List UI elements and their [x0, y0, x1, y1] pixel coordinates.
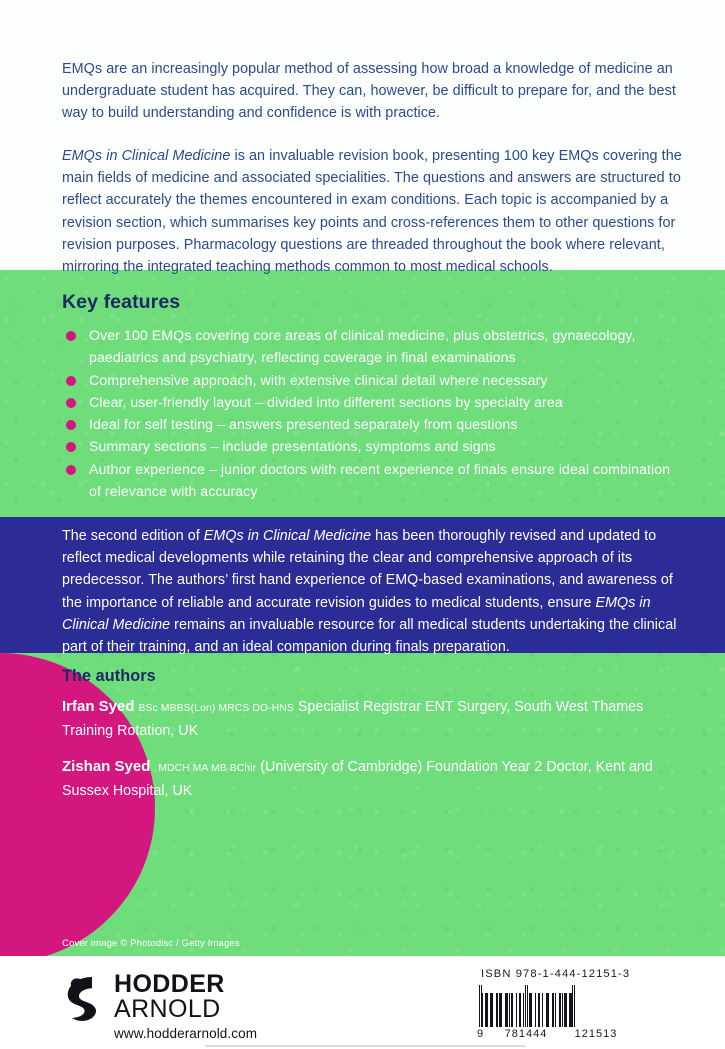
author-entry: [62, 756, 682, 802]
cover-image-credit: Cover image © Photodisc / Getty Images: [62, 938, 240, 949]
second-edition-part-1: The second edition of: [62, 528, 204, 544]
blurb-paragraph-1: EMQs are an increasingly popular method of assessing how broad a knowledge of medicine an undergraduate student has acquired. They can, however, be difficult to prepare for, and the best way to build understanding and confidence is with practice.: [62, 61, 676, 122]
key-feature-text: Author experience – junior doctors with recent experience of finals ensure ideal combination of relevance with accuracy: [89, 461, 671, 501]
second-edition-paragraph: [62, 525, 682, 658]
author-affiliation: Specialist Registrar ENT Surgery, South West Thames Training Rotation, UK: [62, 699, 644, 740]
key-feature-item: [62, 325, 672, 370]
back-cover-blurb: [62, 58, 682, 278]
barcode-digits: [475, 1028, 670, 1040]
second-edition-title-2: EMQs in Clinical Medicine: [62, 594, 651, 633]
authors-heading: The authors: [62, 667, 156, 685]
bullet-icon: [66, 442, 76, 452]
key-feature-text: Clear, user-friendly layout – divided into different sections by specialty area: [89, 394, 563, 411]
key-features-heading: Key features: [62, 291, 181, 313]
blurb-paragraph-2-rest: is an invaluable revision book, presenting 100 key EMQs covering the main fields of medicine and associated specialities. The questions and answers are structured to reflect accurately the themes encountered in exam conditions. Each topic is accompanied by a revision section, which summarises key points and cross-references them to other questions for revision purposes. Pharmacology questions are threaded throughout the book where relevant, mirroring the integrated teaching methods common to most medical schools.: [62, 148, 682, 275]
author-credentials: MDCH MA MB BChir: [158, 763, 257, 774]
key-feature-text: Comprehensive approach, with extensive clinical detail where necessary: [89, 372, 548, 389]
bottom-divider-line: [205, 1045, 525, 1047]
blurb-paragraph-2: [62, 145, 682, 278]
author-name: Irfan Syed: [62, 698, 135, 715]
second-edition-part-3: remains an invaluable resource for all medical students undertaking the clinical part of their training, and an ideal companion during finals preparation.: [62, 616, 677, 656]
publisher-name-line2: ARNOLD: [114, 995, 221, 1023]
publisher-name-line1: HODDER: [114, 970, 225, 998]
key-features-list: [62, 325, 672, 503]
key-feature-item: [62, 436, 672, 458]
second-edition-title-1: EMQs in Clinical Medicine: [203, 528, 372, 544]
key-feature-item: [62, 414, 672, 436]
key-feature-text: Summary sections – include presentations, symptoms and signs: [89, 439, 496, 456]
author-name: Zishan Syed: [62, 758, 151, 775]
key-feature-item: [62, 459, 672, 504]
bullet-icon: [66, 331, 76, 341]
key-feature-text: Ideal for self testing – answers presented separately from questions: [89, 417, 518, 434]
hodder-arnold-swoosh-icon: [62, 975, 102, 1025]
publisher-logo: [62, 972, 362, 1042]
second-edition-part-2: has been thoroughly revised and updated to reflect medical developments while retaining the clear and comprehensive approach of its predecessor. The authors’ first hand experience of EMQ-based examinations, and awareness of the importance of reliable and accurate revision guides to medical students, ensure: [62, 528, 673, 611]
barcode-lead-digit: 9: [477, 1028, 485, 1040]
isbn-label: ISBN 978-1-444-12151-3: [481, 968, 631, 980]
key-feature-item: [62, 392, 672, 414]
publisher-name: [114, 972, 225, 1022]
bullet-icon: [66, 420, 76, 430]
author-affiliation: (University of Cambridge) Foundation Year 2 Doctor, Kent and Sussex Hospital, UK: [62, 759, 653, 800]
blurb-book-title: EMQs in Clinical Medicine: [62, 148, 231, 165]
author-entry: [62, 696, 682, 742]
bullet-icon: [66, 376, 76, 386]
isbn-barcode: [475, 985, 670, 1027]
key-feature-item: [62, 370, 672, 392]
bullet-icon: [66, 465, 76, 475]
key-feature-text: Over 100 EMQs covering core areas of clinical medicine, plus obstetrics, gynaecology, paediatrics and psychiatry, reflecting coverage in final examinations: [89, 328, 636, 367]
bullet-icon: [66, 398, 76, 408]
author-credentials: BSc MBBS(Lon) MRCS DO-HNS: [138, 703, 294, 714]
isbn-block: [475, 968, 670, 1040]
barcode-group-1: 781444: [504, 1028, 548, 1040]
barcode-group-2: 121513: [574, 1028, 618, 1040]
publisher-website[interactable]: www.hodderarnold.com: [114, 1026, 258, 1041]
